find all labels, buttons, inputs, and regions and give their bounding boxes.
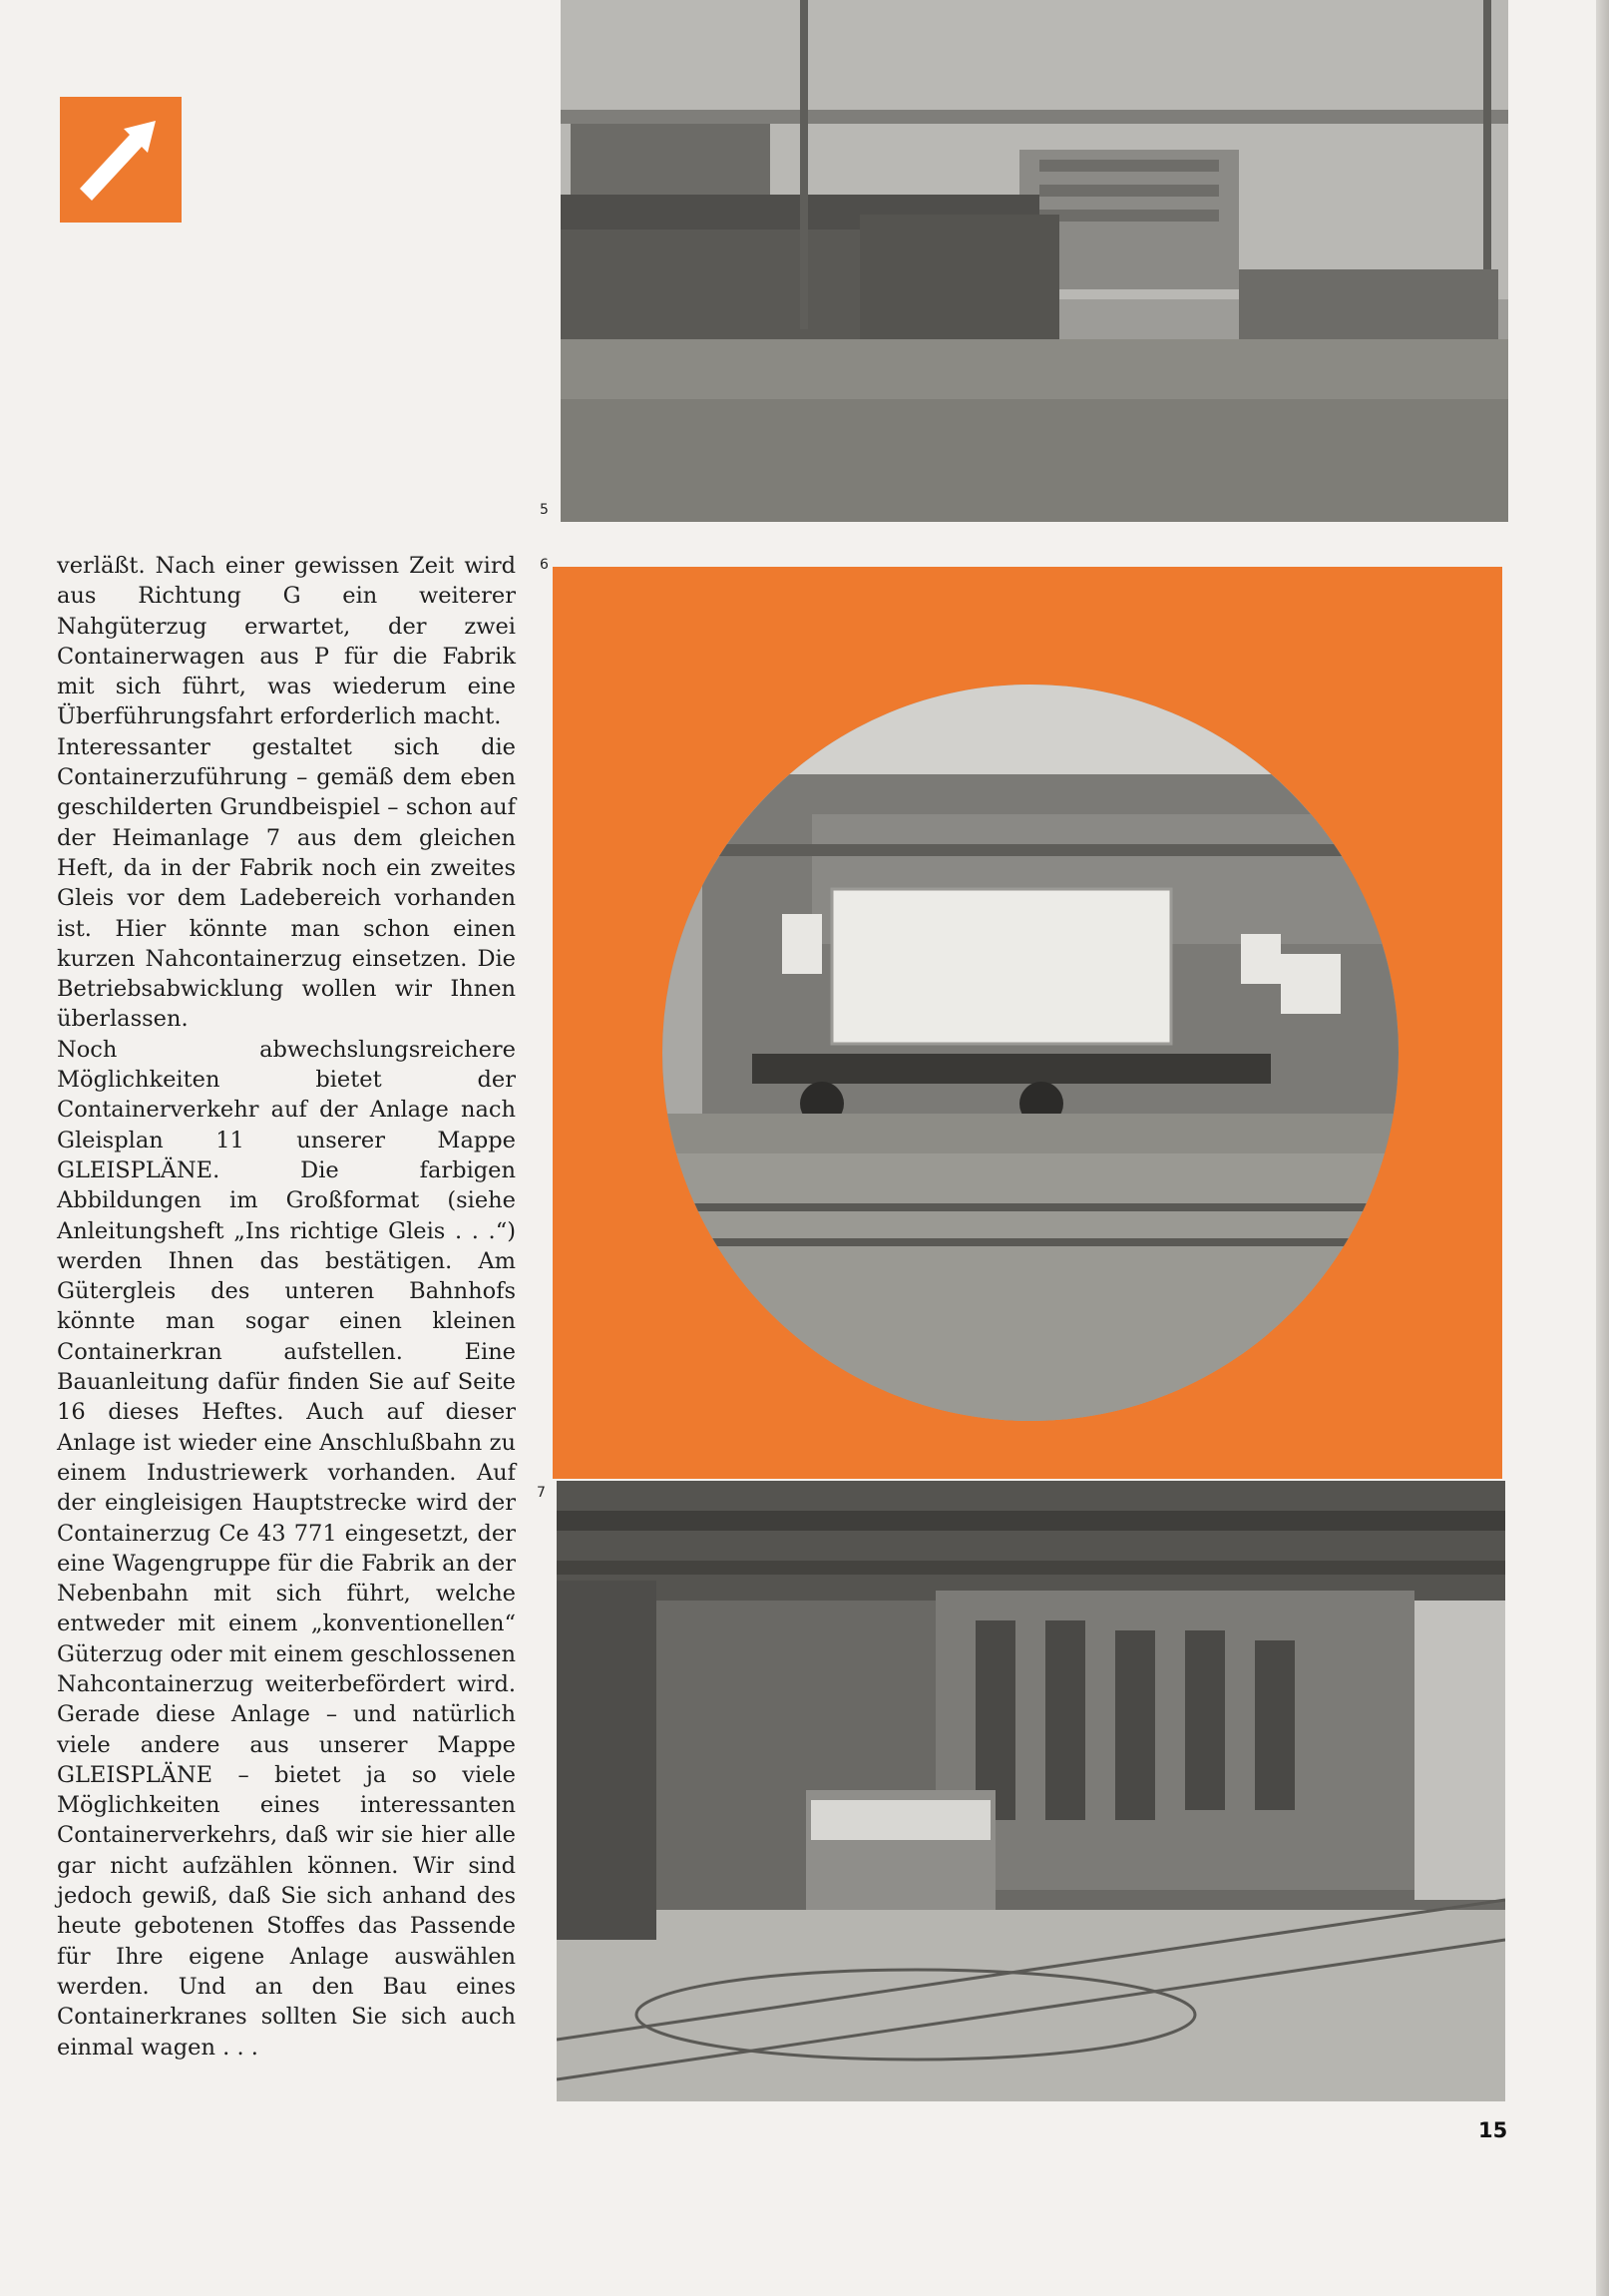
photo-industrial-hall xyxy=(557,1481,1505,2101)
photo-freight-yard xyxy=(561,0,1508,522)
page-number: 15 xyxy=(1478,2118,1508,2142)
magazine-logo xyxy=(60,97,182,223)
paragraph-3: Noch abwechslungsreichere Möglichkeiten bietet der Containerverkehr auf der Anlage nach Gleisplan 11 unserer Mappe GLEISPLÄNE. Die farbigen Abbildungen im Großformat (siehe Anleitungsheft „Ins richtige Gleis . . .“) werden Ihnen das bestätigen. Am Gütergleis des unteren Bahnhofs könnte man sogar einen kleinen Containerkran aufstellen. Eine Bauanleitung dafür finden Sie auf Seite 16 dieses Heftes. Auch auf dieser Anlage ist wieder eine Anschlußbahn zu einem Industriewerk vorhanden. Auf der eingleisigen Hauptstrecke wird der Containerzug Ce 43 771 eingesetzt, der eine Wagengruppe für die Fabrik an der Nebenbahn mit sich führt, welche entweder mit einem „konventionellen“ Güterzug oder mit einem geschlossenen Nahcontainerzug weiterbefördert wird. Gerade diese Anlage – und natürlich viele andere aus unserer Mappe GLEISPLÄNE – bietet ja so viele Möglichkeiten eines interessanten Containerverkehrs, daß wir sie hier alle gar nicht aufzählen können. Wir sind jedoch gewiß, daß Sie sich anhand des heute gebotenen Stoffes das Passende für Ihre eigene Anlage auswählen werden. Und an den Bau eines Containerkranes sollten Sie sich auch einmal wagen . . . xyxy=(57,1036,516,2061)
figure-number-7: 7 xyxy=(537,1485,546,1501)
rail-logo-icon xyxy=(60,97,182,223)
article-body xyxy=(57,551,516,2063)
page-edge xyxy=(1596,0,1609,2296)
figure-number-5: 5 xyxy=(540,502,549,518)
figure-number-6: 6 xyxy=(540,557,549,573)
paragraph-1: verläßt. Nach einer gewissen Zeit wird aus Richtung G ein weiterer Nahgüterzug erwartet, der zwei Containerwagen aus P für die Fabrik mit sich führt, was wiederum eine Überführungsfahrt erforderlich macht. xyxy=(57,553,516,730)
photo-container-wagon xyxy=(662,685,1399,1421)
orange-photo-panel xyxy=(553,567,1502,1479)
paragraph-2: Interessanter gestaltet sich die Containerzuführung – gemäß dem eben geschilderten Grundbeispiel – schon auf der Heimanlage 7 aus dem gleichen Heft, da in der Fabrik noch ein zweites Gleis vor dem Ladebereich vorhanden ist. Hier könnte man schon einen kurzen Nahcontainerzug einsetzen. Die Betriebsabwicklung wollen wir Ihnen überlassen. xyxy=(57,733,516,1033)
